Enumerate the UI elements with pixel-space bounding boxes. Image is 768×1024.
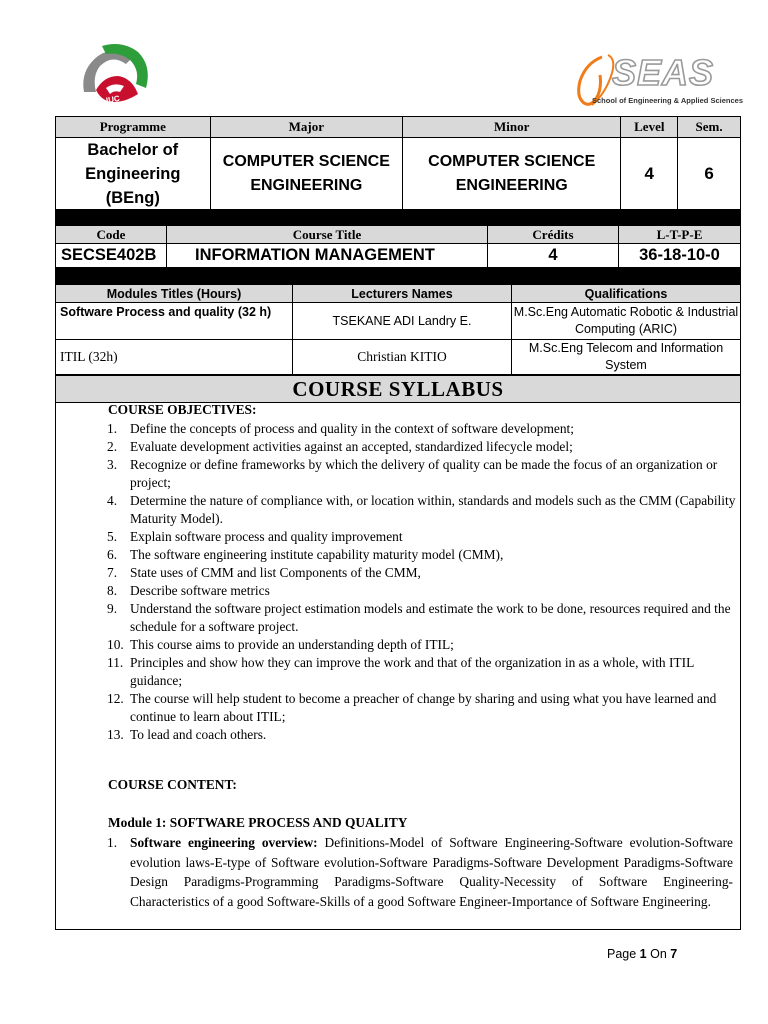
list-item [77,726,737,744]
list-text: Define the concepts of process and quality in the context of software development; [130,421,574,436]
header-credits: Crédits [488,226,619,244]
header-minor: Minor [403,117,621,138]
programme-table [55,116,741,211]
list-item [77,546,737,564]
list-item [77,833,733,911]
list-number: 9. [107,601,118,616]
semester-value: 6 [678,138,741,211]
list-text: The course will help student to become a preacher of change by sharing and using what you have learned and continue to learn about ITIL; [130,691,717,724]
major-value: COMPUTER SCIENCE ENGINEERING [210,138,402,211]
course-code: SECSE402B [56,244,167,268]
lecturer-name: TSEKANE ADI Landry E. [293,303,512,340]
list-number: 12. [107,691,124,706]
page-number [607,947,677,961]
list-text: Explain software process and quality improvement [130,529,403,544]
modules-table [55,284,741,375]
list-text: Definitions-Model of Software Engineering-Software evolution-Software evolution laws-E-type of Software evolution-Software Paradigms-Software Development Paradigms-Software Design Paradigms-Programming Paradigms-Software Quality-Necessity of Software Engineering-Characteristics of a good Software-Skills of a good Software Engineer-Importance of Software Engineering. [130,835,733,909]
module-title: ITIL (32h) [56,340,293,375]
header-code: Code [56,226,167,244]
list-item [77,438,737,456]
list-item [77,420,737,438]
list-item [77,636,737,654]
list-number: 6. [107,547,118,562]
list-text: Describe software metrics [130,583,270,598]
table-row [56,340,741,375]
course-title: INFORMATION MANAGEMENT [167,244,488,268]
list-lead: Software engineering overview: [130,835,318,850]
list-text: The software engineering institute capability maturity model (CMM), [130,547,504,562]
content-heading: COURSE CONTENT: [108,777,237,792]
course-ltpe: 36-18-10-0 [619,244,741,268]
objectives-heading: COURSE OBJECTIVES: [108,402,257,417]
seas-logo-subtitle: School of Engineering & Applied Sciences [592,96,743,105]
list-item [77,600,737,636]
list-number: 11. [107,655,124,670]
list-item [77,582,737,600]
list-item [77,654,737,690]
table-row [56,303,741,340]
page-current: 1 [639,947,647,961]
header-modules: Modules Titles (Hours) [56,285,293,303]
list-text: This course aims to provide an understanding depth of ITIL; [130,637,454,652]
qualification: M.Sc.Eng Telecom and Information System [512,340,741,375]
list-number: 2. [107,439,118,454]
list-number: 7. [107,565,118,580]
list-number: 1. [107,835,118,850]
header-major: Major [210,117,402,138]
syllabus-title: COURSE SYLLABUS [56,376,740,403]
list-text: Determine the nature of compliance with, or location within, standards and models such as the CMM (Capability Maturity Model). [130,493,736,526]
page-prefix: Page [607,947,640,961]
list-item [77,456,737,492]
list-text: Recognize or define frameworks by which the delivery of quality can be made the focus of an organization or project; [130,457,718,490]
list-number: 13. [107,727,124,742]
list-number: 3. [107,457,118,472]
iuc-logo [76,40,152,106]
iuc-logo-text: IUC [105,93,121,106]
list-number: 4. [107,493,118,508]
list-item [77,564,737,582]
page-on: On [646,947,671,961]
header-ltpe: L-T-P-E [619,226,741,244]
header-programme: Programme [56,117,211,138]
list-number: 1. [107,421,118,436]
header-level: Level [621,117,678,138]
header-qualifications: Qualifications [512,285,741,303]
separator-bar [55,209,741,225]
objectives-list [77,420,737,744]
header-lecturers: Lecturers Names [293,285,512,303]
module1-list [77,833,733,911]
list-item [77,492,737,528]
list-item [77,528,737,546]
course-credits: 4 [488,244,619,268]
header-semester: Sem. [678,117,741,138]
list-item [77,690,737,726]
minor-value: COMPUTER SCIENCE ENGINEERING [403,138,621,211]
list-text: Understand the software project estimation models and estimate the work to be done, resources required and the schedule for a software project. [130,601,731,634]
list-text: State uses of CMM and list Components of the CMM, [130,565,421,580]
page-total: 7 [670,947,678,961]
lecturer-name: Christian KITIO [293,340,512,375]
list-number: 5. [107,529,118,544]
list-number: 8. [107,583,118,598]
seas-logo-text: SEAS [612,52,715,93]
module1-heading: Module 1: SOFTWARE PROCESS AND QUALITY [108,815,408,830]
separator-bar-2 [55,268,741,284]
list-text: Evaluate development activities against an accepted, standardized lifecycle model; [130,439,573,454]
list-number: 10. [107,637,124,652]
programme-value: Bachelor of Engineering (BEng) [56,138,211,211]
course-table [55,225,741,268]
header-course-title: Course Title [167,226,488,244]
seas-logo [572,52,743,109]
module-title: Software Process and quality (32 h) [56,303,293,340]
list-text: To lead and coach others. [130,727,267,742]
list-text: Principles and show how they can improve the work and that of the organization in as a whole, with ITIL guidance; [130,655,694,688]
qualification: M.Sc.Eng Automatic Robotic & Industrial Computing (ARIC) [512,303,741,340]
level-value: 4 [621,138,678,211]
